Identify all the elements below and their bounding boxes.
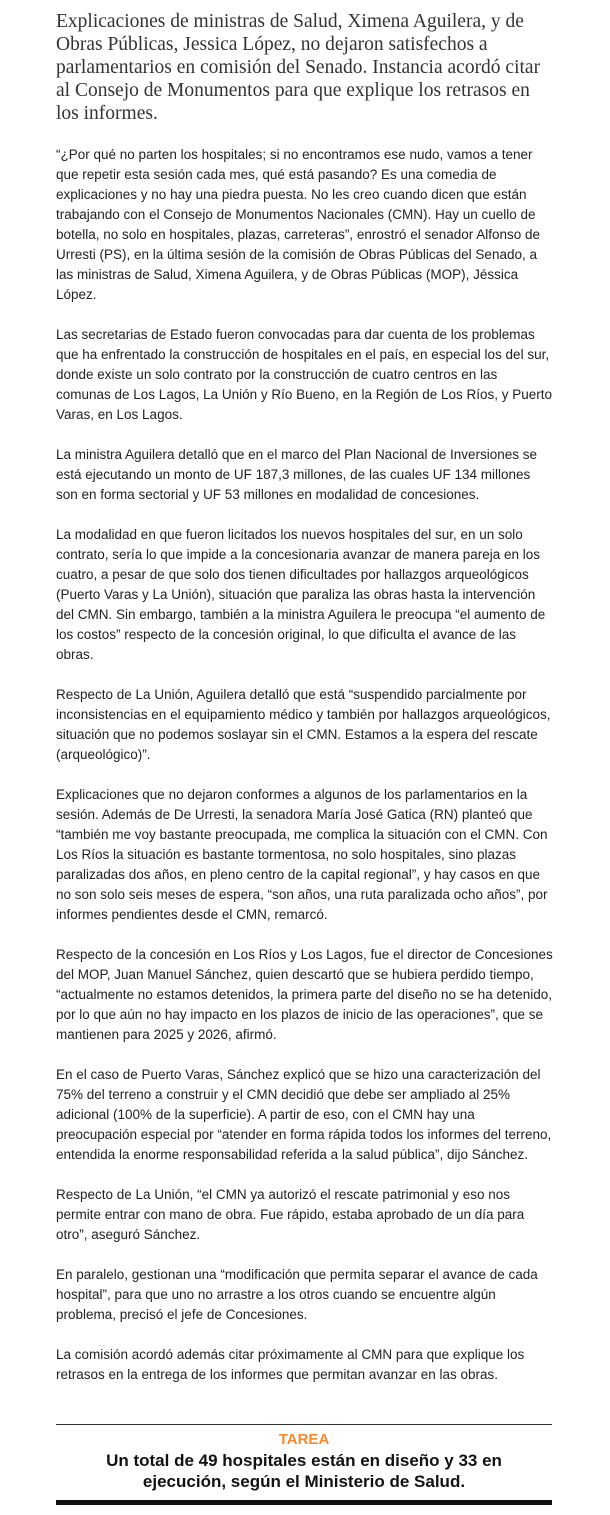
callout-tag: TAREA — [278, 1431, 330, 1448]
article-paragraph: “¿Por qué no parten los hospitales; si no encontramos ese nudo, vamos a tener que repetir esta sesión cada mes, qué está pasando? Es una comedia de explicaciones y no hay una piedra puesta. No les creo cuando dicen que están trabajando con el Consejo de Monumentos Nacionales (CMN). Hay un cuello de botella, no solo en hospitales, plazas, carreteras”, enrostró el senador Alfonso de Urresti (PS), en la última sesión de la comisión de Obras Públicas del Senado, a las ministras de Salud, Ximena Aguilera, y de Obras Públicas (MOP), Jéssica López. — [56, 147, 541, 302]
callout-text: Un total de 49 hospitales están en diseño y 33 en ejecución, según el Ministerio de Salud. — [106, 1451, 502, 1491]
article-lead: Explicaciones de ministras de Salud, Ximena Aguilera, y de Obras Públicas, Jessica López, no dejaron satisfechos a parlamentarios en comisión del Senado. Instancia acordó citar al Consejo de Monumentos para que explique los retrasos en los informes. — [56, 11, 541, 124]
article-paragraph: La comisión acordó además citar próximamente al CMN para que explique los retrasos en la entrega de los informes que permitan avanzar en las obras. — [56, 1347, 525, 1382]
article-paragraph: Explicaciones que no dejaron conformes a algunos de los parlamentarios en la sesión. Además de De Urresti, la senadora María José Gatica (RN) planteó que “también me voy bastante preocupada, me complica la situación con el CMN. Con Los Ríos la situación es bastante tormentosa, no solo hospitales, sino plazas paralizadas dos años, en pleno centro de la capital regional”, y hay casos en que no son solo seis meses de espera, “son años, una ruta paralizada ocho años”, por informes pendientes desde el CMN, remarcó. — [56, 787, 548, 922]
article — [56, 10, 554, 1405]
article-paragraph: Las secretarias de Estado fueron convocadas para dar cuenta de los problemas que ha enfrentado la construcción de hospitales en el país, en especial los del sur, donde existe un solo contrato por la construcción de cuatro centros en las comunas de Los Lagos, La Unión y Río Bueno, en la Región de Los Ríos, y Puerto Varas, en Los Lagos. — [56, 327, 553, 422]
article-paragraph: La modalidad en que fueron licitados los nuevos hospitales del sur, en un solo contrato, sería lo que impide a la concesionaria avanzar de manera pareja en los cuatro, a pesar de que solo dos tienen dificultades por hallazgos arqueológicos (Puerto Varas y La Unión), situación que paraliza las obras hasta la intervención del CMN. Sin embargo, también a la ministra Aguilera le preocupa “el aumento de los costos” respecto de la concesión original, lo que dificulta el avance de las obras. — [56, 527, 546, 662]
article-paragraph: Respecto de La Unión, “el CMN ya autorizó el rescate patrimonial y eso nos permite entrar con mano de obra. Fue rápido, estaba aprobado de un día para otro”, aseguró Sánchez. — [56, 1187, 525, 1242]
article-paragraph: Respecto de La Unión, Aguilera detalló que está “suspendido parcialmente por inconsistencias en el equipamiento médico y también por hallazgos arqueológicos, situación que no podemos soslayar sin el CMN. Estamos a la espera del rescate (arqueológico)”. — [56, 687, 551, 762]
article-paragraph: En el caso de Puerto Varas, Sánchez explicó que se hizo una caracterización del 75% del terreno a construir y el CMN decidió que debe ser ampliado al 25% adicional (100% de la superficie). A partir de eso, con el CMN hay una preocupación especial por “atender en forma rápida todos los informes del terreno, entendida la enorme responsabilidad referida a la salud pública”, dijo Sánchez. — [56, 1067, 552, 1162]
article-paragraph: La ministra Aguilera detalló que en el marco del Plan Nacional de Inversiones se está ejecutando un monto de UF 187,3 millones, de las cuales UF 134 millones son en forma sectorial y UF 53 millones en modalidad de concesiones. — [56, 447, 538, 502]
article-paragraph: Respecto de la concesión en Los Ríos y Los Lagos, fue el director de Concesiones del MOP, Juan Manuel Sánchez, quien descartó que se hubiera perdido tiempo, “actualmente no estamos detenidos, la primera parte del diseño no se ha detenido, por lo que aún no hay impacto en los plazos de inicio de las operaciones”, que se mantienen para 2025 y 2026, afirmó. — [56, 947, 553, 1042]
callout-box — [56, 1424, 552, 1505]
article-paragraph: En paralelo, gestionan una “modificación que permita separar el avance de cada hospital”, para que uno no arrastre a los otros cuando se encuentre algún problema, precisó el jefe de Concesiones. — [56, 1267, 538, 1322]
